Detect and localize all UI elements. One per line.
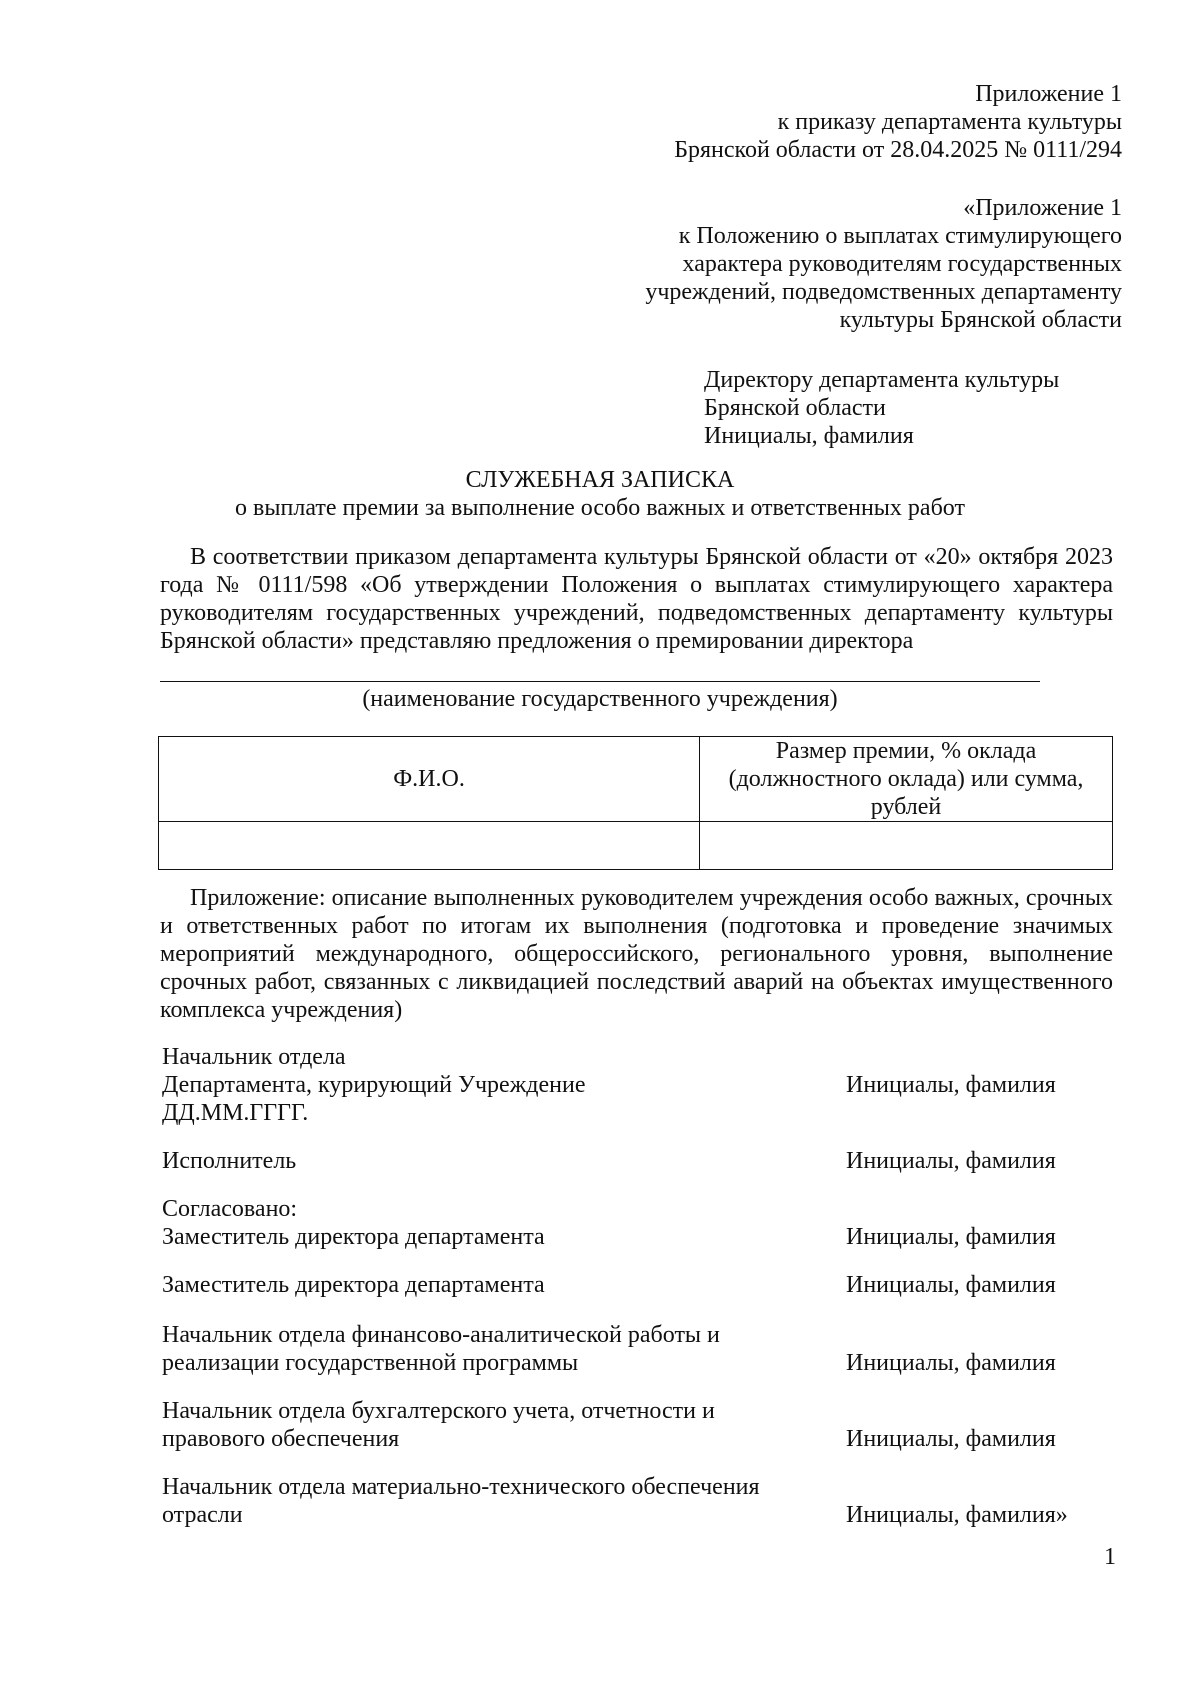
finance-label (162, 1321, 802, 1377)
annex-header-line: Приложение 1 (975, 81, 1122, 107)
head-dept-label-line: Департамента, курирующий Учреждение (162, 1072, 586, 1098)
finance-name: Инициалы, фамилия (846, 1350, 1056, 1376)
agreed-label: Согласовано: (162, 1196, 298, 1222)
deputy1-label: Заместитель директора департамента (162, 1224, 545, 1250)
regulation-annex-line: культуры Брянской области (839, 307, 1122, 333)
institution-caption: (наименование государственного учреждения) (362, 686, 838, 712)
document-subtitle: о выплате премии за выполнение особо важных и ответственных работ (235, 495, 965, 521)
bonus-table (158, 736, 1113, 870)
finance-label-line: реализации государственной программы (162, 1350, 579, 1376)
annex-header-line: Брянской области от 28.04.2025 № 0111/294 (674, 137, 1122, 163)
head-dept-name: Инициалы, фамилия (846, 1072, 1056, 1098)
regulation-annex-line: характера руководителям государственных (682, 251, 1122, 277)
regulation-annex-line: учреждений, подведомственных департаменту (645, 279, 1122, 305)
accounting-label (162, 1397, 802, 1453)
logistics-label-line: Начальник отдела материально-технического обеспечения (162, 1474, 760, 1500)
finance-label-line: Начальник отдела финансово-аналитической работы и (162, 1322, 720, 1348)
head-dept-label (162, 1043, 802, 1127)
head-dept-label-line: ДД.ММ.ГГГГ. (162, 1100, 309, 1126)
deputy2-label: Заместитель директора департамента (162, 1272, 545, 1298)
deputy1-name: Инициалы, фамилия (846, 1224, 1056, 1250)
annex-header (674, 80, 1122, 164)
accounting-name: Инициалы, фамилия (846, 1426, 1056, 1452)
fio-header-cell: Ф.И.О. (159, 737, 700, 822)
regulation-annex-line: «Приложение 1 (963, 195, 1122, 221)
table-row (159, 822, 1113, 870)
table-header-row (159, 737, 1113, 822)
addressee-line: Директору департамента культуры (704, 367, 1060, 393)
logistics-name: Инициалы, фамилия» (846, 1502, 1068, 1528)
bonus-size-value-cell[interactable] (700, 822, 1113, 870)
addressee-line: Инициалы, фамилия (704, 423, 914, 449)
annex-header-line: к приказу департамента культуры (777, 109, 1122, 135)
logistics-label (162, 1473, 802, 1529)
institution-name-line (160, 681, 1040, 682)
document-title: СЛУЖЕБНАЯ ЗАПИСКА (465, 467, 735, 493)
head-dept-label-line: Начальник отдела (162, 1044, 346, 1070)
accounting-label-line: Начальник отдела бухгалтерского учета, отчетности и (162, 1398, 715, 1424)
page-number: 1 (1104, 1544, 1116, 1570)
logistics-label-line: отрасли (162, 1502, 243, 1528)
executor-label: Исполнитель (162, 1148, 297, 1174)
bonus-size-header-cell: Размер премии, % оклада (должностного оклада) или сумма, рублей (700, 737, 1113, 822)
addressee-line: Брянской области (704, 395, 886, 421)
addressee-block (704, 366, 1059, 450)
fio-value-cell[interactable] (159, 822, 700, 870)
accounting-label-line: правового обеспечения (162, 1426, 400, 1452)
executor-name: Инициалы, фамилия (846, 1148, 1056, 1174)
regulation-annex-header (645, 194, 1122, 334)
deputy2-name: Инициалы, фамилия (846, 1272, 1056, 1298)
regulation-annex-line: к Положению о выплатах стимулирующего (678, 223, 1122, 249)
intro-paragraph: В соответствии приказом департамента культуры Брянской области от «20» октября 2023 года № 0111/598 «Об утверждении Положения о выплатах стимулирующего характера руководителям государственных учреждений, подведомственных департаменту культуры Брянской области» представляю предложения о премировании директора (160, 544, 1113, 654)
annex-paragraph: Приложение: описание выполненных руководителем учреждения особо важных, срочных и ответственных работ по итогам их выполнения (подготовка и проведение значимых мероприятий международного, общероссийского, регионального уровня, выполнение срочных работ, связанных с ликвидацией последствий аварий на объектах имущественного комплекса учреждения) (160, 885, 1113, 1023)
